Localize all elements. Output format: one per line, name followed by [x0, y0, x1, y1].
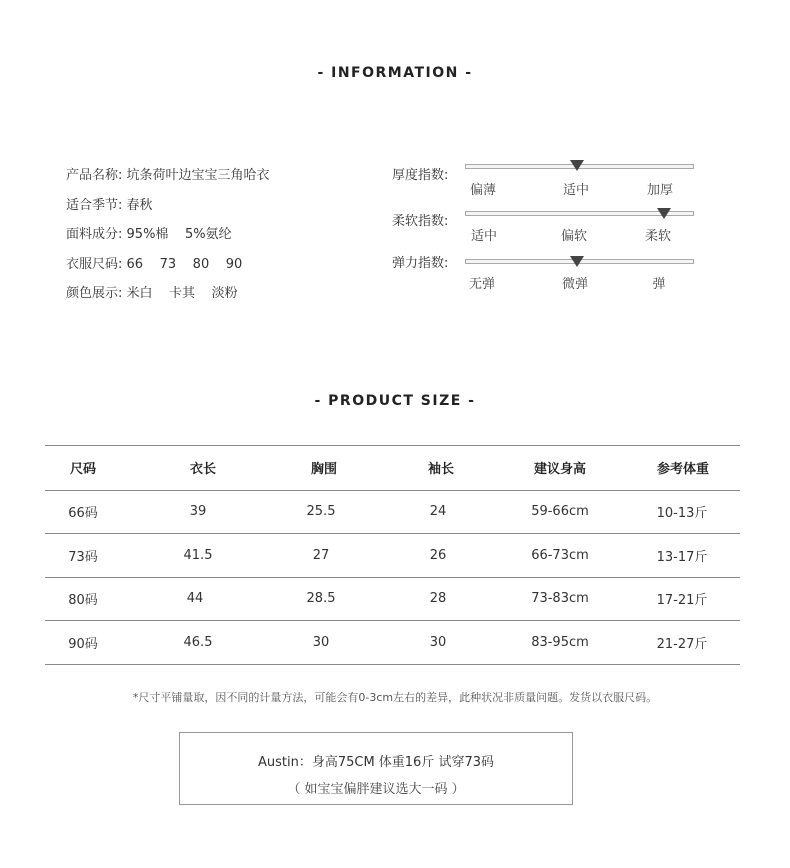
size-table — [45, 445, 740, 665]
model-size-tip: （ 如宝宝偏胖建议选大一码 ） — [287, 782, 465, 797]
softness-option: 柔软 — [644, 229, 672, 244]
info-label: 适合季节: — [66, 197, 123, 213]
table-row — [45, 534, 740, 578]
thickness-option: 适中 — [562, 183, 590, 198]
elasticity-option: 无弹 — [468, 277, 496, 292]
header-cell: 袖长 — [427, 462, 454, 478]
information-title: - INFORMATION - — [317, 65, 473, 81]
table-cell: 10-13斤 — [656, 506, 708, 522]
info-label: 衣服尺码: — [66, 256, 123, 272]
size-table-header — [45, 446, 740, 491]
table-cell: 24 — [429, 504, 447, 520]
table-cell: 41.5 — [183, 547, 213, 563]
table-cell: 83-95cm — [531, 634, 589, 650]
table-cell: 73-83cm — [531, 591, 589, 607]
table-cell: 28.5 — [306, 591, 336, 607]
table-cell: 30 — [312, 634, 330, 650]
table-cell: 44 — [186, 591, 204, 607]
info-row-name — [66, 164, 270, 194]
table-row — [45, 578, 740, 622]
info-label: 颜色展示: — [66, 286, 123, 301]
header-cell: 尺码 — [69, 462, 96, 478]
table-cell: 27 — [312, 547, 330, 563]
table-cell: 73码 — [68, 549, 98, 565]
header-cell: 衣长 — [189, 462, 216, 478]
table-cell: 13-17斤 — [656, 549, 708, 565]
elasticity-index-label: 弹力指数: — [392, 256, 449, 271]
info-value: 66 73 80 90 — [126, 256, 243, 272]
thickness-index-label: 厚度指数: — [392, 168, 449, 183]
product-info-list — [66, 164, 270, 312]
table-row — [45, 491, 740, 535]
info-label: 面料成分: — [66, 227, 123, 242]
info-row-fabric — [66, 223, 270, 253]
info-value: 米白 卡其 淡粉 — [126, 286, 238, 301]
info-value: 春秋 — [126, 197, 153, 213]
info-label: 产品名称: — [66, 168, 123, 183]
table-cell: 28 — [429, 591, 447, 607]
softness-marker-icon — [657, 208, 671, 219]
thickness-option: 偏薄 — [469, 183, 497, 198]
info-value: 坑条荷叶边宝宝三角哈衣 — [126, 168, 270, 183]
product-size-title: - PRODUCT SIZE - — [314, 393, 476, 409]
table-cell: 30 — [429, 634, 447, 650]
header-cell: 建议身高 — [533, 462, 586, 478]
table-cell: 21-27斤 — [656, 636, 708, 652]
thickness-marker-icon — [570, 160, 584, 171]
info-value: 95%棉 5%氨纶 — [126, 227, 232, 242]
table-cell: 39 — [189, 504, 207, 520]
elasticity-option: 弹 — [652, 277, 666, 292]
model-info-text: Austin：身高75CM 体重16斤 试穿73码 — [257, 755, 495, 770]
header-cell: 参考体重 — [656, 462, 709, 478]
model-info-box — [179, 732, 573, 805]
measurement-note: *尺寸平铺量取，因不同的计量方法，可能会有0-3cm左右的差异，此种状况非质量问题。发货以衣服尺码。 — [132, 691, 658, 704]
table-cell: 59-66cm — [531, 504, 589, 520]
elasticity-marker-icon — [570, 256, 584, 267]
info-row-season — [66, 194, 270, 224]
softness-index-label: 柔软指数: — [392, 214, 449, 229]
table-cell: 46.5 — [183, 634, 213, 650]
table-cell: 66-73cm — [531, 547, 589, 563]
info-row-colors — [66, 282, 270, 312]
table-cell: 66码 — [68, 506, 98, 522]
table-cell: 17-21斤 — [656, 593, 708, 609]
table-row — [45, 621, 740, 665]
table-cell: 80码 — [68, 593, 98, 609]
header-cell: 胸围 — [310, 462, 337, 478]
table-cell: 25.5 — [306, 504, 336, 520]
softness-option: 适中 — [470, 229, 498, 244]
table-cell: 26 — [429, 547, 447, 563]
table-cell: 90码 — [68, 636, 98, 652]
elasticity-option: 微弹 — [561, 277, 589, 292]
info-row-sizes — [66, 253, 270, 283]
softness-option: 偏软 — [560, 229, 588, 244]
thickness-option: 加厚 — [646, 183, 674, 198]
